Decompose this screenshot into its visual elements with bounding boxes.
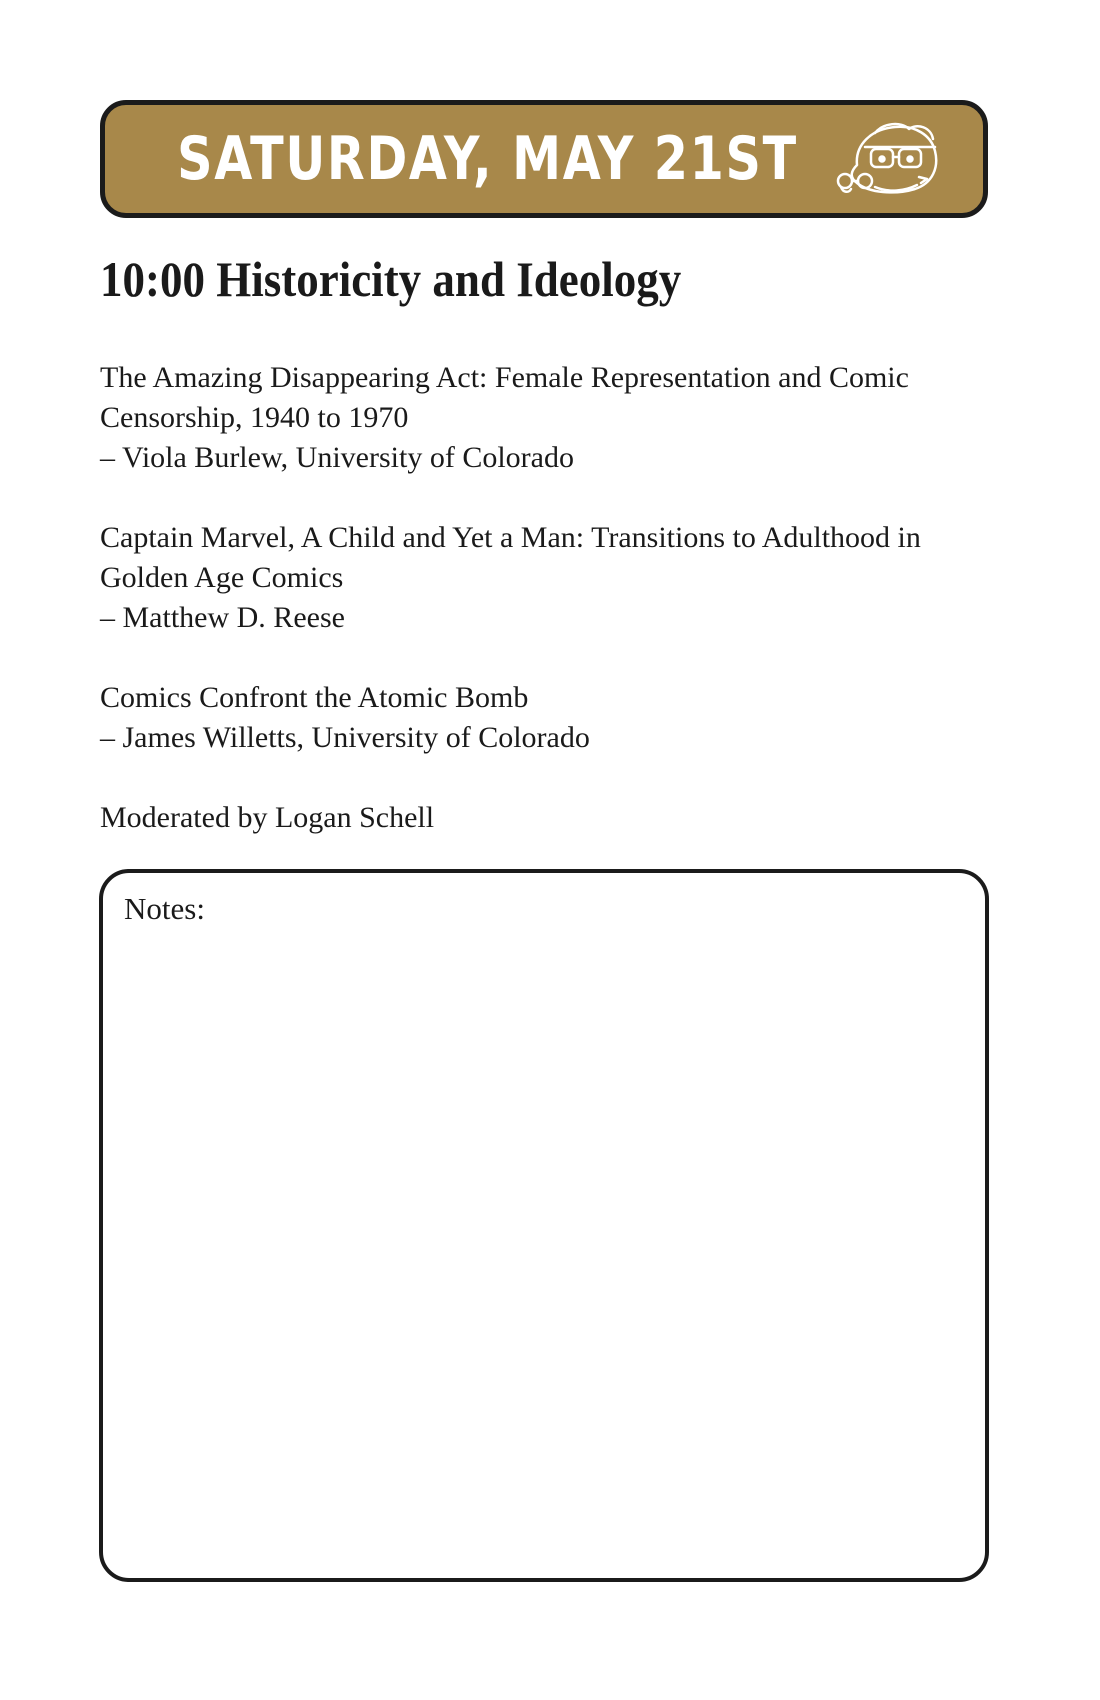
talk-speaker: – Viola Burlew, University of Colorado: [100, 441, 574, 474]
day-title: SATURDAY, MAY 21ST: [177, 124, 798, 194]
day-banner: [100, 100, 988, 218]
talk-title: The Amazing Disappearing Act: Female Representation and Comic Censorship, 1940 to 1970: [100, 361, 909, 434]
notes-label: Notes:: [124, 891, 205, 926]
talk-title: Comics Confront the Atomic Bomb: [100, 681, 529, 714]
talk-item: [100, 678, 980, 758]
notes-box[interactable]: [99, 869, 989, 1582]
talk-list: [100, 358, 980, 838]
talk-item: [100, 358, 980, 478]
session-heading: 10:00 Historicity and Ideology: [100, 251, 682, 307]
mascot-face-icon: [835, 117, 953, 201]
talk-item: [100, 518, 980, 638]
talk-title: Captain Marvel, A Child and Yet a Man: Transitions to Adulthood in Golden Age Comics: [100, 521, 921, 594]
talk-speaker: – James Willetts, University of Colorado: [100, 721, 590, 754]
talk-speaker: – Matthew D. Reese: [100, 601, 345, 634]
moderator-line: Moderated by Logan Schell: [100, 801, 435, 834]
